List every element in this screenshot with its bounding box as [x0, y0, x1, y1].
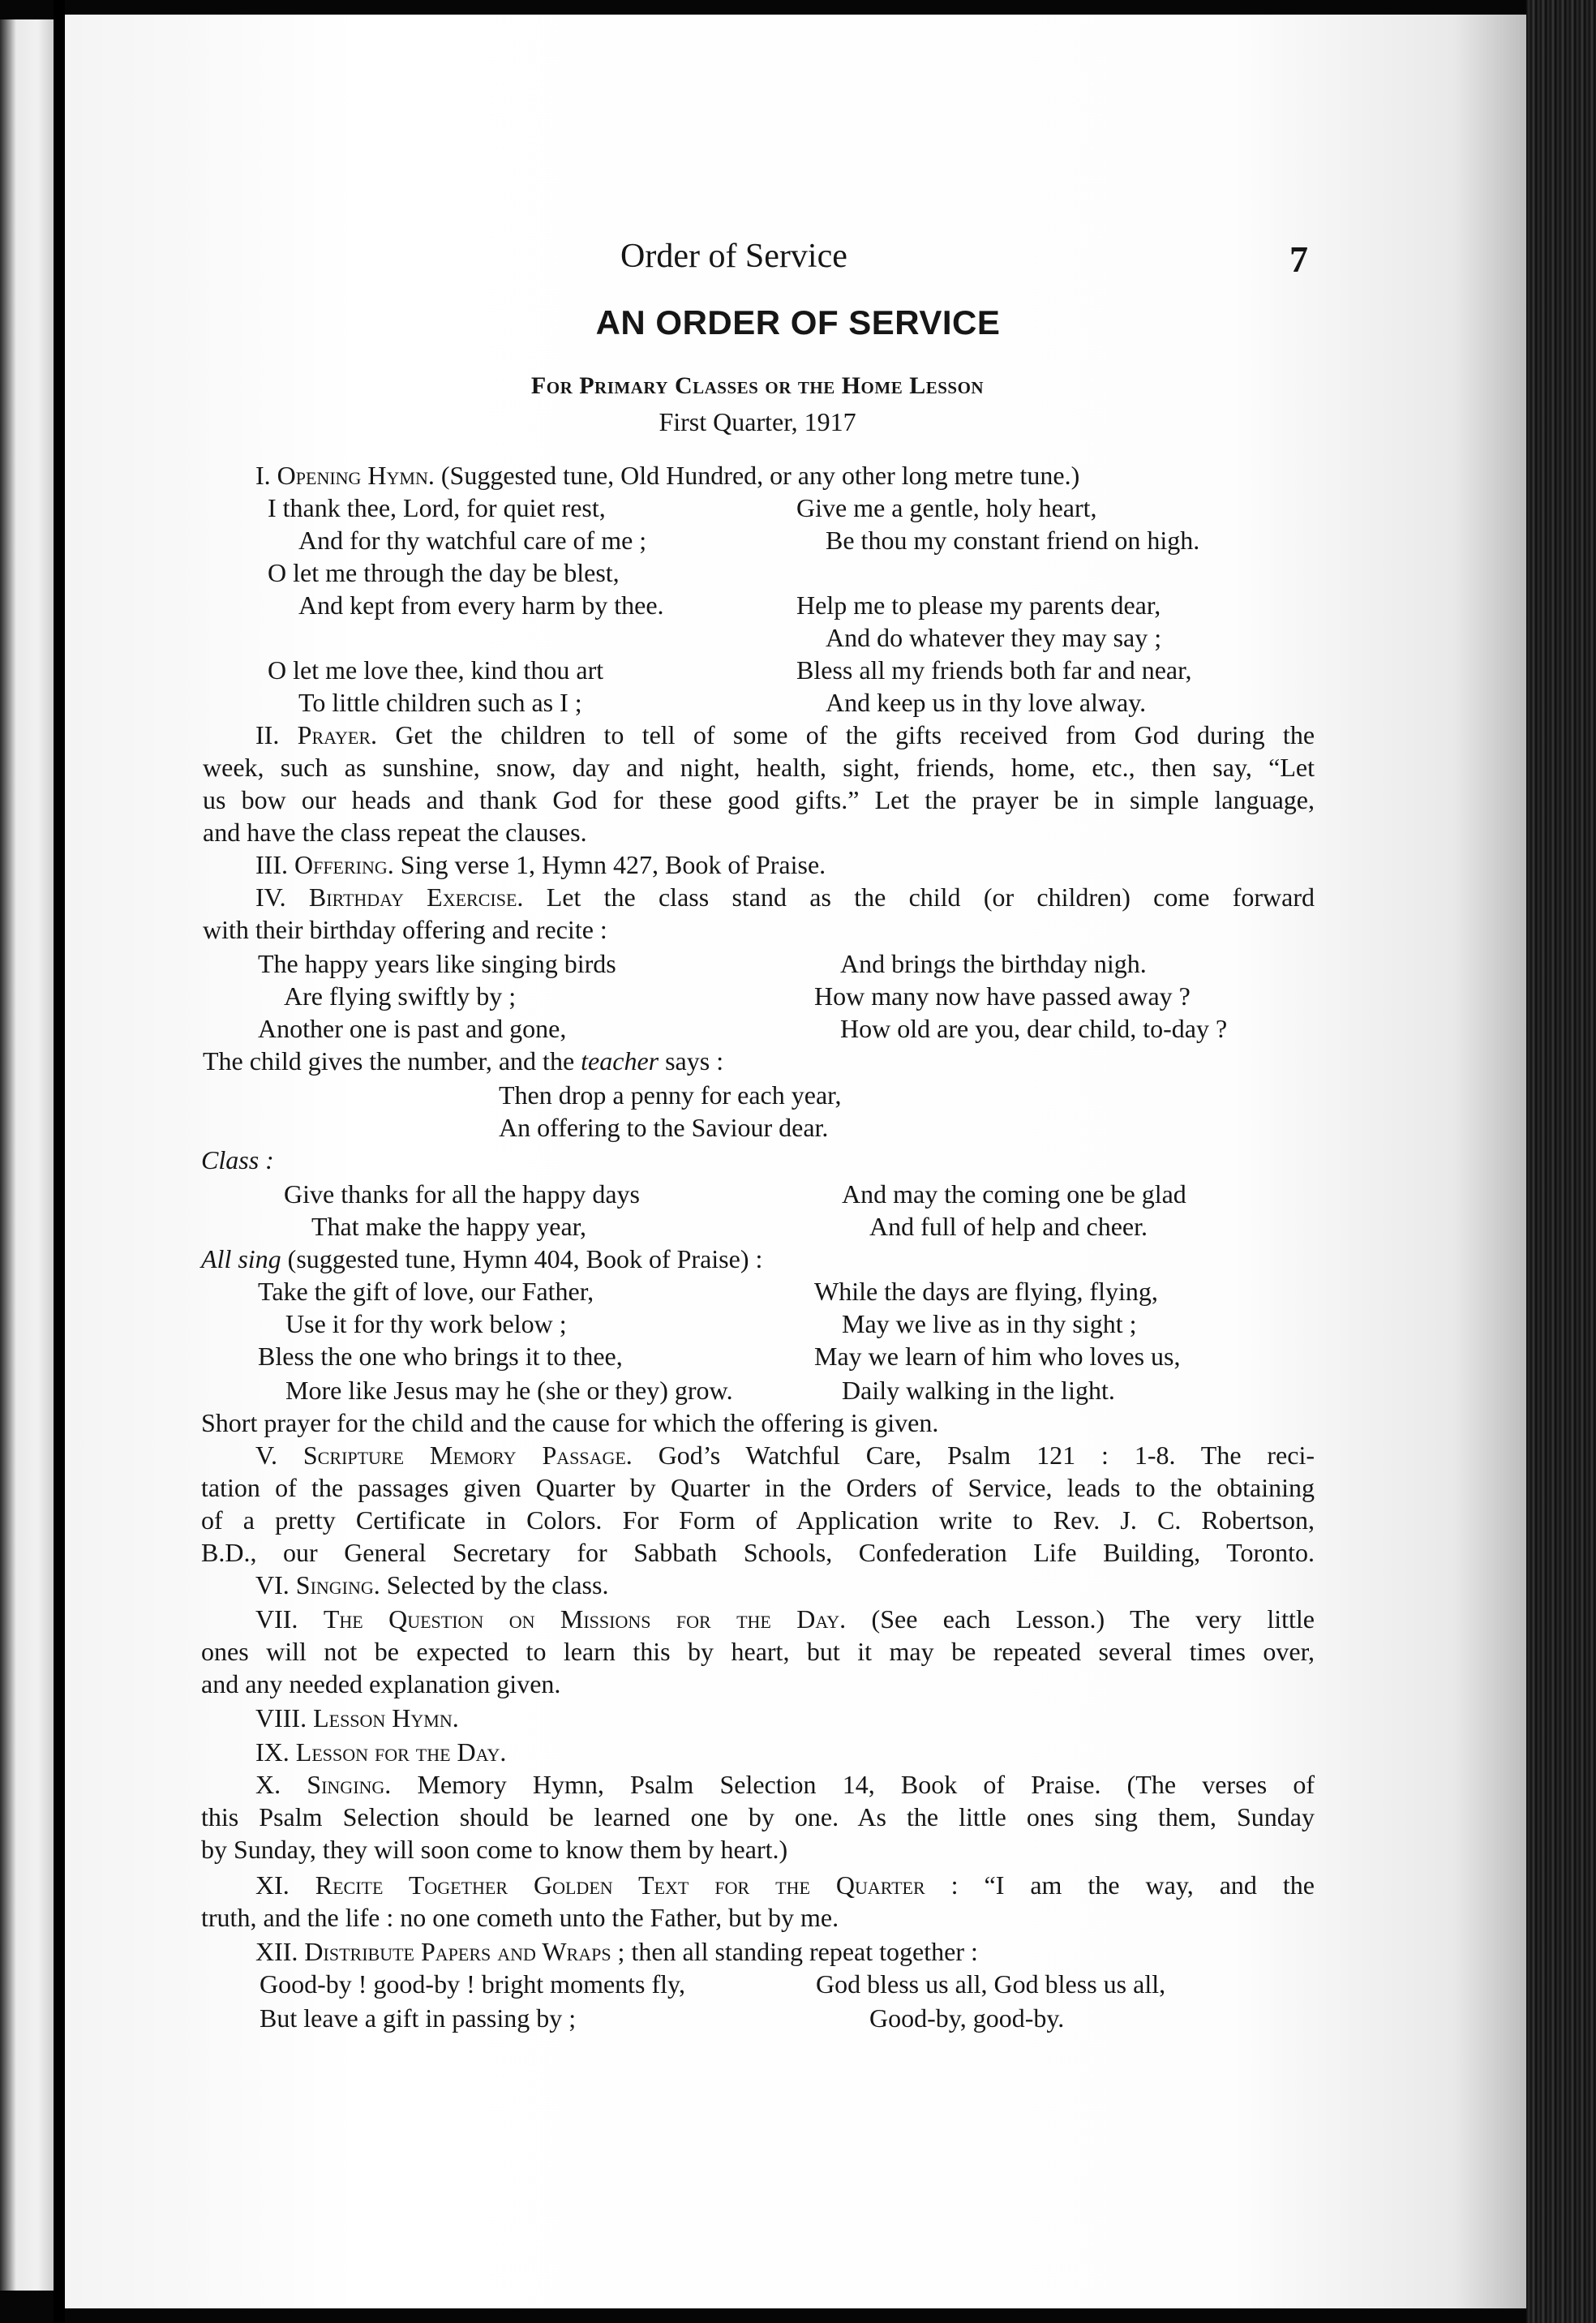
section-heading: Lesson Hymn. [313, 1703, 459, 1733]
verse-line: Bless the one who brings it to thee, [258, 1342, 623, 1371]
verse-line: And do whatever they may say ; [826, 623, 1162, 652]
section-heading: Scripture Memory Passage. [302, 1441, 633, 1470]
verse-line: And brings the birthday nigh. [840, 949, 1147, 978]
section-heading: Singing. [307, 1770, 392, 1799]
date-line: First Quarter, 1917 [659, 407, 856, 436]
verse-line: How many now have passed away ? [814, 981, 1191, 1011]
section-lesson-for-day [255, 1736, 506, 1768]
teacher-line: The child gives the number, and the teacher says : [203, 1046, 724, 1076]
verse-line: Take the gift of love, our Father, [258, 1277, 594, 1306]
paragraph-line: us bow our heads and thank God for these good gifts.” Let the prayer be in simple language, [203, 785, 1315, 814]
section-heading: Recite Together Golden Text for the Quarter : [315, 1870, 959, 1900]
verse-line: May we learn of him who loves us, [814, 1342, 1181, 1371]
section-text: then all standing repeat together : [631, 1937, 978, 1966]
paragraph-line: and have the class repeat the clauses. [203, 818, 587, 847]
verse-line: While the days are flying, flying, [814, 1277, 1158, 1306]
section-heading: Prayer. [297, 720, 377, 749]
verse-line: Are flying swiftly by ; [284, 981, 517, 1011]
section-golden-text [255, 1869, 1315, 1901]
section-singing-memory-hymn [255, 1768, 1315, 1801]
previous-page-edge [0, 19, 54, 2291]
verse-line: And for thy watchful care of me ; [298, 526, 647, 555]
paragraph-line: week, such as sunshine, snow, day and night, health, sight, friends, home, etc., then say, “Let [203, 753, 1315, 782]
section-heading: Birthday Exercise. [308, 882, 524, 912]
section-text: (Suggested tune, Old Hundred, or any other long metre tune.) [440, 461, 1080, 490]
section-text: Sing verse 1, Hymn 427, Book of Praise. [400, 850, 826, 879]
paragraph-line: B.D., our General Secretary for Sabbath Schools, Confederation Life Building, Toronto. [201, 1538, 1315, 1567]
verse-line: May we live as in thy sight ; [842, 1309, 1137, 1338]
verse-line: Help me to please my parents dear, [796, 590, 1161, 620]
section-heading: Opening Hymn. [277, 461, 435, 490]
verse-line: God bless us all, God bless us all, [816, 1969, 1166, 1999]
verse-line: Good-by, good-by. [869, 2003, 1065, 2033]
section-heading: Lesson for the Day. [295, 1737, 507, 1767]
all-sing-line: All sing (suggested tune, Hymn 404, Book of Praise) : [201, 1244, 763, 1273]
section-number: V. [255, 1441, 277, 1470]
section-number: XII. [255, 1937, 298, 1966]
verse-line: And kept from every harm by thee. [298, 590, 664, 620]
verse-line: I thank thee, Lord, for quiet rest, [268, 493, 606, 522]
paragraph-line: tation of the passages given Quarter by Quarter in the Orders of Service, leads to the obtaining [201, 1473, 1315, 1502]
section-prayer [255, 719, 1315, 751]
page-subtitle: For Primary Classes or the Home Lesson [530, 372, 985, 399]
verse-line: That make the happy year, [311, 1212, 587, 1241]
section-text: God’s Watchful Care, Psalm 121 : 1-8. The reci- [658, 1441, 1315, 1470]
verse-line: And may the coming one be glad [842, 1179, 1186, 1209]
section-number: II. [255, 720, 280, 749]
section-number: VIII. [255, 1703, 307, 1733]
paragraph-line: and any needed explanation given. [201, 1669, 561, 1698]
verse-line: Daily walking in the light. [842, 1376, 1115, 1405]
verse-line: Use it for thy work below ; [285, 1309, 567, 1338]
section-lesson-hymn [255, 1702, 459, 1734]
verse-line: And full of help and cheer. [869, 1212, 1148, 1241]
section-number: III. [255, 850, 288, 879]
section-heading: Distribute Papers and Wraps ; [304, 1937, 625, 1966]
section-number: IX. [255, 1737, 290, 1767]
section-text: “I am the way, and the [984, 1870, 1315, 1900]
class-label: Class : [201, 1145, 274, 1174]
section-heading: Offering. [294, 850, 394, 879]
paragraph-line: of a pretty Certificate in Colors. For Form of Application write to Rev. J. C. Robertson, [201, 1505, 1315, 1535]
verse-line: O let me love thee, kind thou art [268, 655, 604, 685]
section-number: VI. [255, 1570, 290, 1599]
verse-line: More like Jesus may he (she or they) grow. [285, 1376, 733, 1405]
verse-line: How old are you, dear child, to-day ? [840, 1014, 1228, 1043]
section-number: XI. [255, 1870, 290, 1900]
paragraph-line: this Psalm Selection should be learned one by one. As the little ones sing them, Sunday [201, 1802, 1315, 1831]
section-number: VII. [255, 1604, 298, 1634]
section-scripture-memory [255, 1439, 1315, 1471]
verse-line: Then drop a penny for each year, [499, 1080, 842, 1110]
section-singing [255, 1569, 608, 1601]
book-gutter [54, 0, 65, 2323]
section-text: Get the children to tell of some of the gifts received from God during the [395, 720, 1315, 749]
verse-line: And keep us in thy love alway. [826, 688, 1147, 717]
verse-line: To little children such as I ; [298, 688, 582, 717]
section-text: (See each Lesson.) The very little [871, 1604, 1315, 1634]
verse-line: Another one is past and gone, [258, 1014, 567, 1043]
section-text: Memory Hymn, Psalm Selection 14, Book of Praise. (The verses of [417, 1770, 1315, 1799]
section-birthday-exercise [255, 881, 1315, 913]
verse-line: But leave a gift in passing by ; [260, 2003, 577, 2033]
running-title: Order of Service [620, 238, 847, 275]
verse-line: O let me through the day be blest, [268, 558, 620, 587]
section-number: I. [255, 461, 271, 490]
section-number: X. [255, 1770, 281, 1799]
paragraph-line: with their birthday offering and recite : [203, 915, 607, 944]
section-heading: The Question on Missions for the Day. [323, 1604, 847, 1634]
section-offering [255, 848, 826, 881]
paragraph-line: Short prayer for the child and the cause for which the offering is given. [201, 1408, 939, 1437]
paragraph-line: truth, and the life : no one cometh unto the Father, but by me. [201, 1903, 839, 1932]
verse-line: Good-by ! good-by ! bright moments fly, [260, 1969, 685, 1999]
section-distribute-papers [255, 1935, 978, 1968]
paragraph-line: ones will not be expected to learn this by heart, but it may be repeated several times over, [201, 1637, 1315, 1666]
page-number: 7 [1289, 238, 1308, 280]
section-heading: Singing. [295, 1570, 380, 1599]
section-text: Let the class stand as the child (or children) come forward [546, 882, 1315, 912]
verse-line: Bless all my friends both far and near, [796, 655, 1192, 685]
page-edges [1526, 0, 1596, 2323]
teacher-word: teacher [581, 1046, 659, 1076]
verse-line: Give thanks for all the happy days [284, 1179, 640, 1209]
verse-line: An offering to the Saviour dear. [499, 1113, 829, 1142]
verse-line: The happy years like singing birds [258, 949, 616, 978]
section-number: IV. [255, 882, 286, 912]
section-opening-hymn [255, 459, 1079, 492]
verse-line: Give me a gentle, holy heart, [796, 493, 1097, 522]
page-title: AN ORDER OF SERVICE [595, 303, 1001, 341]
section-text: Selected by the class. [386, 1570, 609, 1599]
section-missions-question [255, 1603, 1315, 1635]
verse-line: Be thou my constant friend on high. [826, 526, 1200, 555]
paragraph-line: by Sunday, they will soon come to know them by heart.) [201, 1835, 788, 1864]
